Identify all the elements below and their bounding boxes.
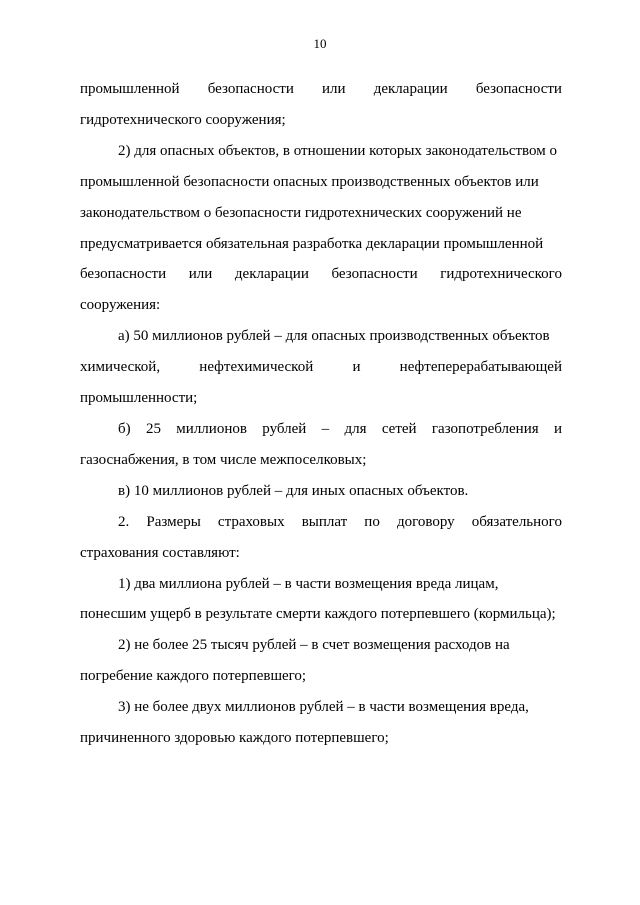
word: безопасности (80, 266, 167, 283)
word: сетей (381, 420, 417, 437)
text-line: законодательством о безопасности гидротехнических сооружений не (80, 204, 522, 221)
word: 25 (145, 420, 161, 437)
text-line: а) 50 миллионов рублей – для опасных производственных объектов (118, 328, 550, 345)
word: декларации (373, 81, 448, 97)
text-line: понесшим ущерб в результате смерти каждого потерпевшего (кормильца); (80, 606, 556, 623)
word: рублей (262, 420, 307, 437)
text-line: промышленности; (80, 390, 198, 407)
word: обязательного (471, 513, 562, 530)
text-line (80, 507, 562, 538)
paragraph (80, 321, 562, 414)
word: или (188, 266, 213, 283)
text-line: в) 10 миллионов рублей – для иных опасных объектов. (118, 482, 469, 499)
paragraph (80, 136, 562, 321)
word: Размеры (146, 513, 201, 530)
text-line: сооружения: (80, 297, 161, 314)
word: или (322, 81, 346, 97)
word: договору (396, 513, 455, 530)
text-line: 1) два миллиона рублей – в части возмещения вреда лицам, (118, 575, 499, 592)
text-line: 2) не более 25 тысяч рублей – в счет возмещения расходов на (118, 637, 510, 654)
text-line: страхования составляют: (80, 544, 240, 561)
text-line: газоснабжения, в том числе межпоселковых; (80, 451, 367, 468)
text-line: погребение каждого потерпевшего; (80, 668, 307, 685)
word: 2. (118, 513, 130, 530)
text-line: причиненного здоровью каждого потерпевшего; (80, 730, 389, 747)
text-line: предусматривается обязательная разработка декларации промышленной (80, 235, 544, 252)
word: нефтехимической (199, 359, 314, 376)
text-line: 3) не более двух миллионов рублей – в части возмещения вреда, (118, 699, 529, 716)
document-body (80, 74, 562, 754)
word: промышленной (80, 81, 180, 97)
word: безопасности (207, 81, 294, 97)
word: и (352, 359, 361, 376)
word: нефтеперерабатывающей (399, 359, 562, 376)
word: газопотребления (431, 420, 539, 437)
page-number: 10 (313, 36, 327, 51)
word: страховых (217, 513, 285, 530)
paragraph (80, 569, 562, 631)
paragraph (80, 414, 562, 476)
paragraph (80, 692, 562, 754)
text-line (80, 74, 562, 105)
paragraph (80, 476, 562, 507)
word: – (321, 420, 330, 437)
word: химической, (80, 359, 161, 376)
word: гидротехнического (440, 266, 562, 283)
word: безопасности (475, 81, 562, 97)
text-line (80, 259, 562, 290)
word: декларации (234, 266, 309, 283)
paragraph (80, 630, 562, 692)
text-line: гидротехнического сооружения; (80, 111, 286, 128)
word: безопасности (331, 266, 418, 283)
text-line: 2) для опасных объектов, в отношении которых законодательством о (118, 142, 557, 159)
word: миллионов (176, 420, 247, 437)
word: для (344, 420, 367, 437)
word: и (553, 420, 562, 437)
text-line (80, 352, 562, 383)
paragraph (80, 507, 562, 569)
word: по (364, 513, 380, 530)
paragraph (80, 74, 562, 136)
word: б) (118, 420, 131, 437)
text-line: промышленной безопасности опасных производственных объектов или (80, 173, 539, 190)
word: выплат (301, 513, 348, 530)
text-line (80, 414, 562, 445)
